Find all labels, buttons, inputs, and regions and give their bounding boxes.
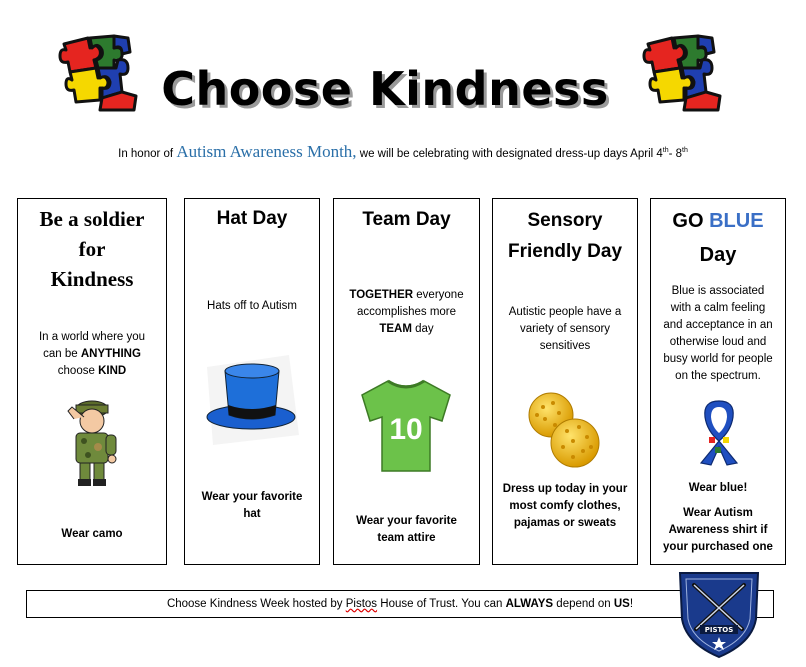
card-text: can be (43, 348, 78, 360)
card-dress-line: hat (243, 508, 261, 520)
card-text-bold: ANYTHING (80, 348, 141, 360)
subtitle-sup-2: th (682, 147, 688, 155)
subtitle (0, 142, 806, 162)
card-dress-line: Dress up today in your (502, 483, 628, 495)
card-text-line: In a world where you (38, 331, 146, 343)
shield-label: PISTOS (704, 626, 734, 634)
card-dress-line: Wear Autism (683, 507, 753, 519)
card-heading (651, 204, 785, 272)
card-dress-line: Awareness shirt if (668, 524, 768, 536)
card-soldier (17, 198, 167, 565)
card-text-line: otherwise loud and (669, 336, 767, 348)
subtitle-suffix: we will be celebrating with designated dress-up days April 4 (359, 148, 663, 160)
subtitle-highlight: Autism Awareness Month, (176, 142, 357, 161)
card-text-line: with a calm feeling (670, 302, 766, 314)
card-dress-code (334, 513, 479, 547)
page-title: Choose Kindness (161, 62, 609, 116)
green-jersey-icon (358, 375, 454, 475)
subtitle-sup-1: th (662, 147, 669, 155)
card-go-blue-day (650, 198, 786, 565)
card-description (18, 329, 166, 380)
card-dress-line: your purchased one (663, 541, 773, 553)
footer-text: House of Trust. You can (380, 598, 503, 610)
soldier-boy-icon (62, 389, 122, 489)
card-dress-code (493, 481, 637, 532)
card-team-day (333, 198, 480, 565)
card-dress-line: most comfy clothes, (509, 500, 621, 512)
subtitle-dash: - 8 (668, 148, 683, 160)
card-hat-day (184, 198, 320, 565)
card-text-line: accomplishes more (356, 306, 457, 318)
card-text: day (415, 323, 434, 335)
pistos-shield-logo (676, 567, 762, 659)
card-description (493, 304, 637, 355)
card-heading-line: Be a soldier (39, 207, 145, 231)
card-dress-line: pajamas or sweats (513, 517, 617, 529)
card-heading: Hat Day (216, 208, 288, 229)
card-text: choose (57, 365, 95, 377)
card-heading (493, 205, 637, 267)
footer-end: ! (629, 598, 634, 610)
card-dress-line: team attire (377, 532, 436, 544)
card-sensory-day (492, 198, 638, 565)
card-dress-line: Wear your favorite (356, 515, 457, 527)
jersey-number: 10 (389, 413, 423, 446)
card-text-bold: KIND (98, 365, 127, 377)
card-dress-code-2 (651, 505, 785, 556)
sensory-balls-icon (527, 391, 603, 471)
card-text-line: Autistic people have a (508, 306, 622, 318)
card-dress-code: Wear camo (61, 528, 123, 540)
card-text: everyone (416, 289, 464, 301)
footer-text: depend on (556, 598, 611, 610)
card-text-line: on the spectrum. (675, 370, 761, 382)
card-heading (18, 204, 166, 294)
card-heading-blue: BLUE (709, 210, 764, 232)
card-text-bold: TEAM (379, 323, 412, 335)
card-description (651, 283, 785, 385)
footer-us: US (613, 598, 630, 610)
card-heading-line: Day (699, 244, 737, 266)
card-text-line: and acceptance in an (663, 319, 773, 331)
card-description (334, 287, 479, 338)
subtitle-prefix: In honor of (118, 148, 174, 160)
card-text-line: Blue is associated (671, 285, 765, 297)
card-heading-text: GO (672, 210, 704, 232)
card-dress-code (185, 489, 319, 523)
card-heading-line: Sensory (527, 210, 603, 231)
footer-always: ALWAYS (505, 598, 554, 610)
footer-banner (26, 590, 774, 618)
card-dress-line: Wear your favorite (201, 491, 303, 503)
card-text-line: sensitives (539, 340, 591, 352)
card-heading-line: Friendly Day (507, 241, 623, 262)
card-dress-code-1: Wear blue! (688, 482, 748, 494)
blue-top-hat-icon (199, 349, 303, 449)
card-heading: Team Day (362, 209, 451, 230)
puzzle-ribbon-icon (697, 397, 741, 467)
card-text-line: busy world for people (663, 353, 773, 365)
card-text-line: variety of sensory (519, 323, 611, 335)
card-heading-line: Kindness (50, 267, 134, 291)
footer-pistos: Pistos (345, 598, 378, 610)
card-text-bold: TOGETHER (349, 289, 414, 301)
footer-text: Choose Kindness Week hosted by (166, 598, 343, 610)
card-description: Hats off to Autism (207, 300, 297, 312)
card-heading-line: for (78, 237, 106, 261)
